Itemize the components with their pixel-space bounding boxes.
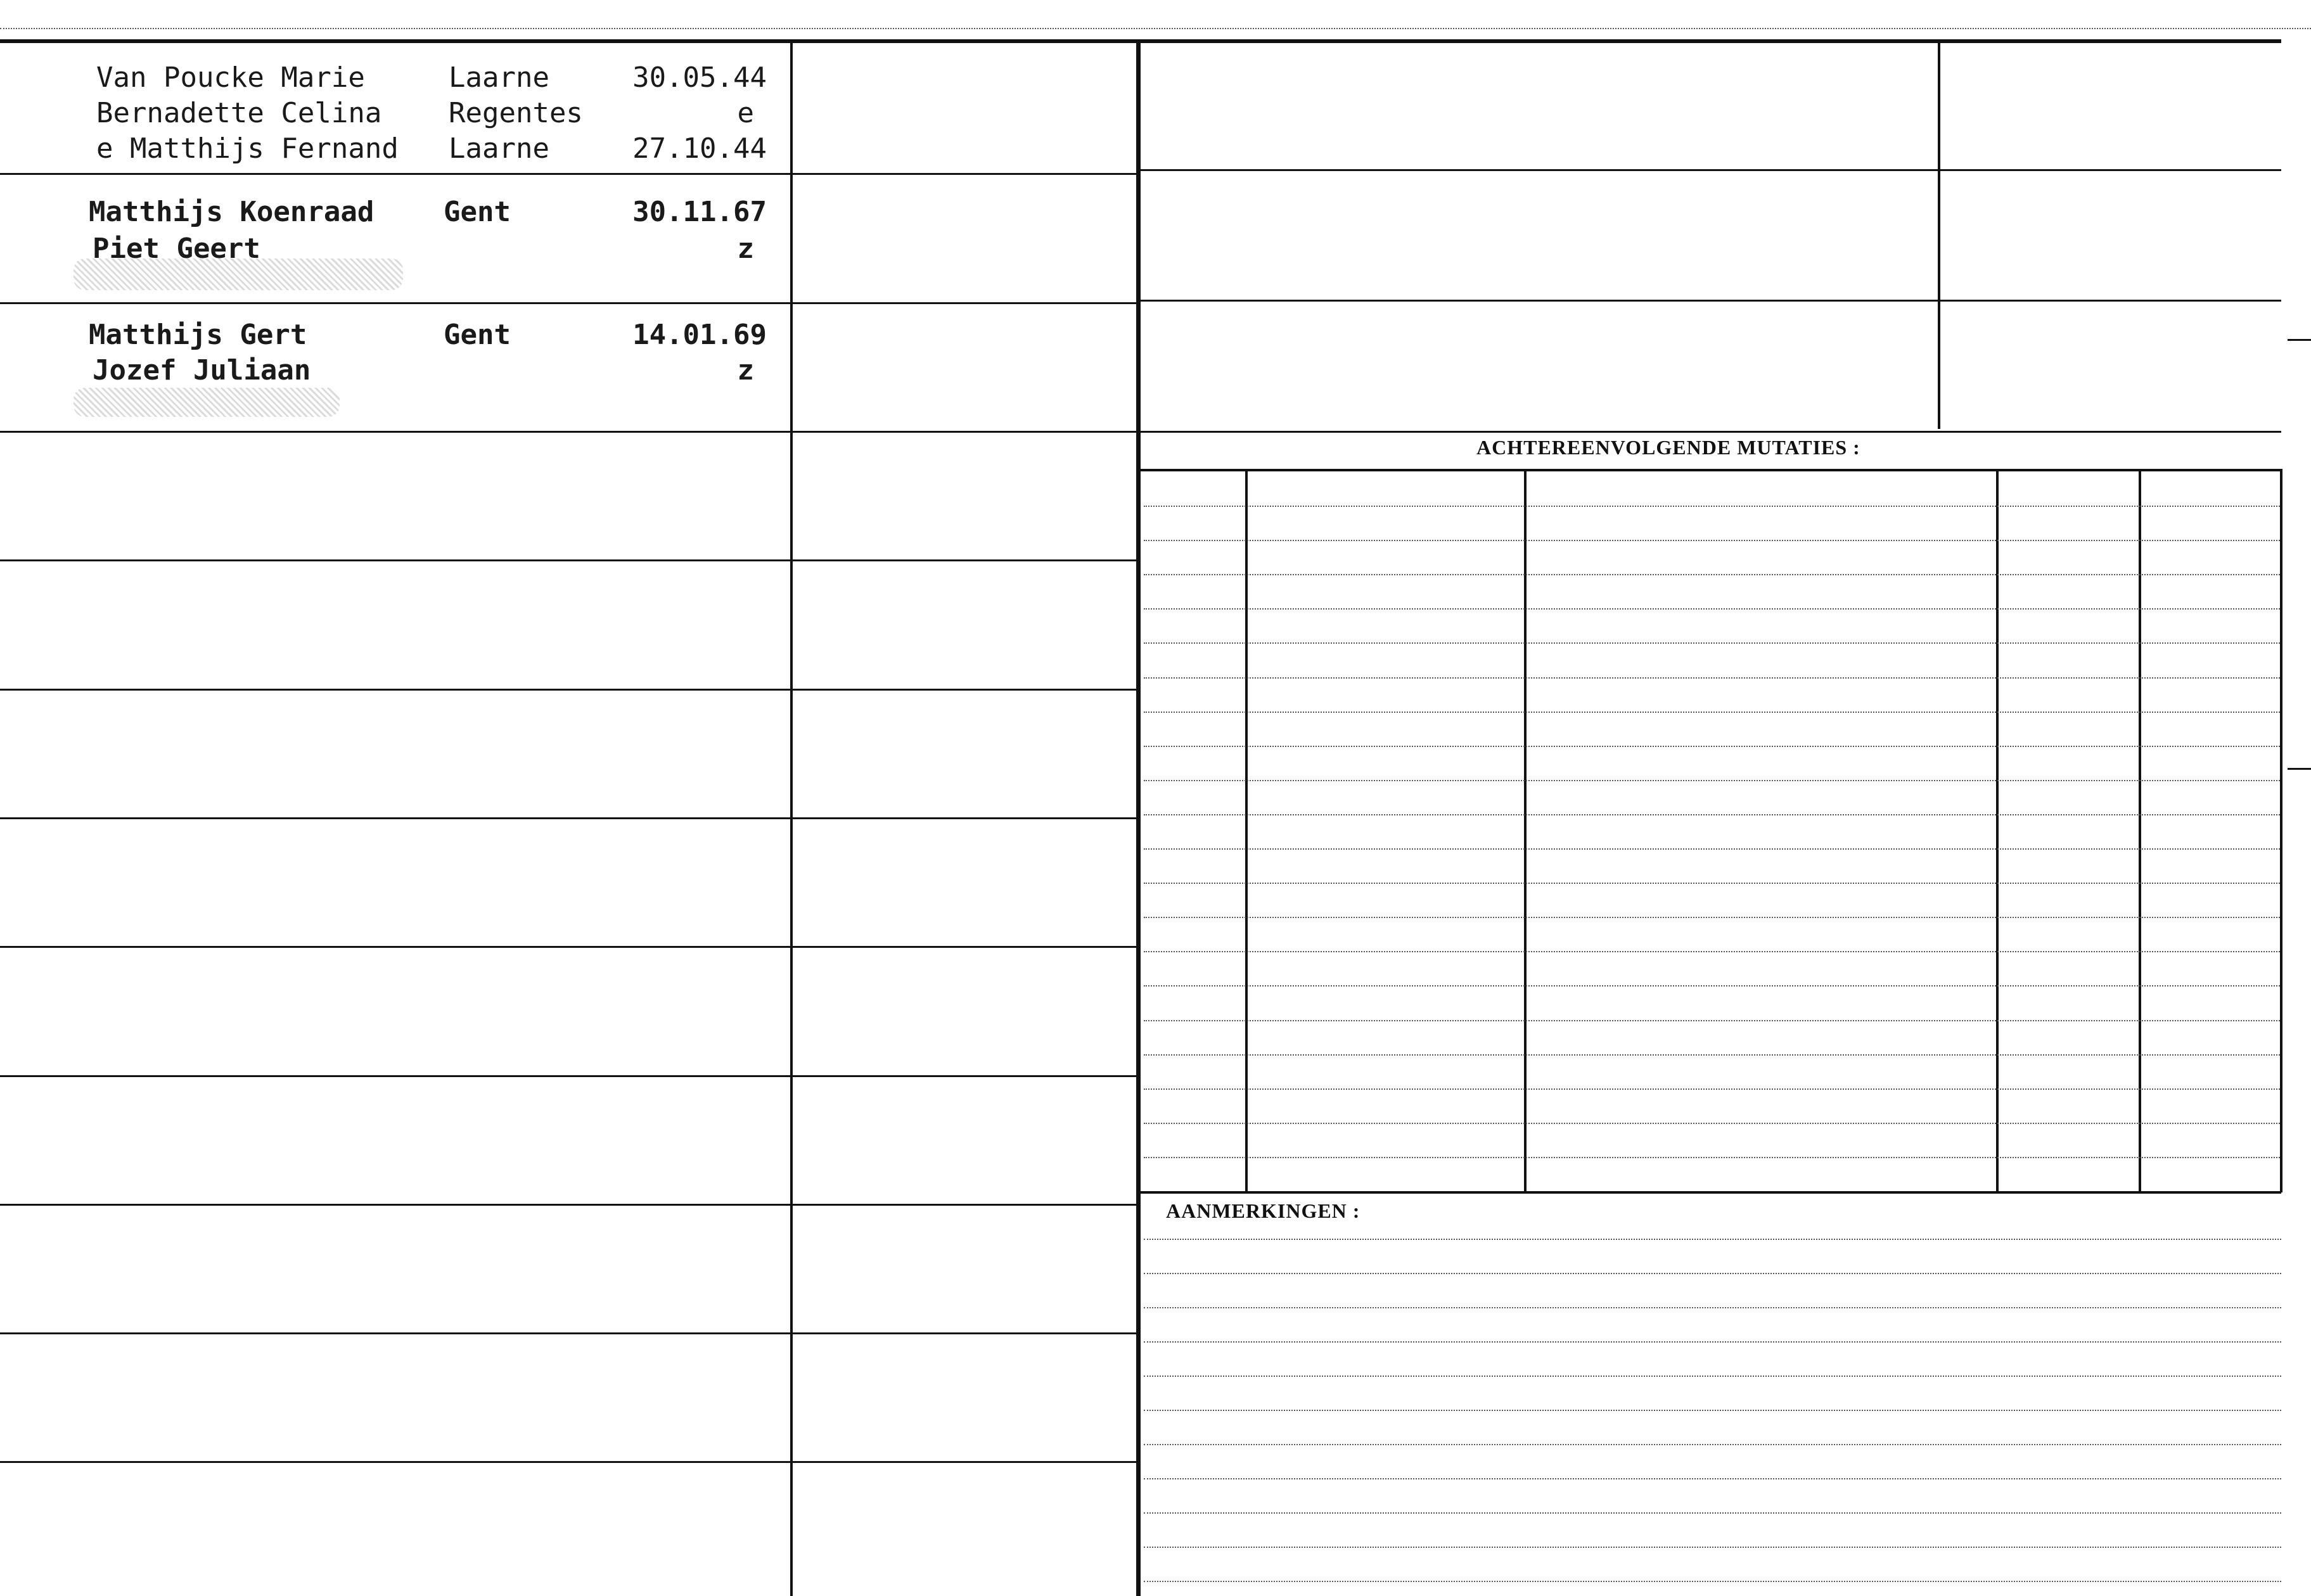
row-line-3 [0, 431, 2281, 433]
entry-1-date-1: 30.05.44 [632, 61, 767, 94]
entry-2-name-2: Piet Geert [93, 233, 260, 265]
entry-1-date-3: 27.10.44 [632, 132, 767, 165]
entry-2-date-2: z [737, 233, 754, 265]
entry-3-date-2: z [737, 354, 754, 386]
remarks-rule-line [1144, 1547, 2281, 1548]
row-line-4 [0, 559, 1137, 561]
entry-3-name-2: Jozef Juliaan [93, 354, 311, 386]
right-upper-line-2 [1141, 300, 2281, 302]
mutations-rule-line [1144, 1020, 2280, 1021]
mutations-rule-line [1144, 506, 2280, 507]
mutations-rule-line [1144, 917, 2280, 918]
entry-1-date-2: e [737, 97, 754, 129]
mutations-col-2 [1524, 469, 1527, 1192]
mutations-rule-line [1144, 608, 2280, 610]
entry-1-name-2: Bernadette Celina [96, 97, 382, 129]
mutations-rule-line [1144, 951, 2280, 952]
mutations-rule-line [1144, 642, 2280, 644]
row-line-10 [0, 1332, 1137, 1334]
mutations-rule-line [1144, 574, 2280, 575]
mutations-header: ACHTEREENVOLGENDE MUTATIES : [1476, 436, 1860, 459]
entry-2-date-1: 30.11.67 [632, 196, 767, 228]
row-line-2 [0, 302, 1137, 304]
remarks-rule-line [1144, 1410, 2281, 1411]
mutations-rule-line [1144, 883, 2280, 884]
margin-tick-1 [2288, 339, 2311, 341]
row-line-11 [0, 1461, 1137, 1463]
mutations-rule-line [1144, 814, 2280, 815]
row-line-9 [0, 1204, 1137, 1206]
mutations-col-1 [1245, 469, 1248, 1192]
top-dotted-edge [0, 28, 2311, 29]
mutations-col-5 [2280, 469, 2282, 1192]
entry-1-place-1: Laarne [449, 61, 549, 94]
entry-2-place-1: Gent [444, 196, 511, 228]
mutations-rule-line [1144, 1054, 2280, 1056]
entry-3-name-1: Matthijs Gert [89, 319, 307, 351]
remarks-rule-line [1144, 1307, 2281, 1308]
remarks-rule-line [1144, 1273, 2281, 1274]
entry-3-date-1: 14.01.69 [632, 319, 767, 351]
entry-1-name-1: Van Poucke Marie [96, 61, 365, 94]
remarks-rule-line [1144, 1512, 2281, 1514]
mutations-rule-line [1144, 1157, 2280, 1158]
mutations-rule-line [1144, 677, 2280, 679]
smudge-2 [74, 388, 340, 417]
remarks-rule-line [1144, 1478, 2281, 1479]
margin-tick-2 [2288, 768, 2311, 770]
row-line-1 [0, 173, 1137, 175]
mutations-rule-line [1144, 1088, 2280, 1090]
row-line-5 [0, 689, 1137, 691]
remarks-rule-line [1144, 1444, 2281, 1445]
right-upper-line-1 [1141, 169, 2281, 171]
remarks-header: AANMERKINGEN : [1166, 1199, 1360, 1222]
mutations-rule-line [1144, 712, 2280, 713]
entry-1-place-2: Regentes [449, 97, 583, 129]
mutations-rule-line [1144, 780, 2280, 781]
smudge-1 [74, 259, 403, 290]
mutations-bottom-line [1141, 1191, 2281, 1194]
divider-right-upper [1938, 39, 1940, 429]
mutations-col-4 [2139, 469, 2141, 1192]
entry-2-name-1: Matthijs Koenraad [89, 196, 374, 228]
entry-1-place-3: Laarne [449, 132, 549, 165]
entry-3-place-1: Gent [444, 319, 511, 351]
mutations-top-line [1141, 469, 2281, 471]
remarks-rule-line [1144, 1239, 2281, 1240]
entry-1-name-3: e Matthijs Fernand [96, 132, 399, 165]
mutations-rule-line [1144, 746, 2280, 747]
remarks-rule-line [1144, 1341, 2281, 1343]
mutations-rule-line [1144, 985, 2280, 986]
remarks-rule-line [1144, 1581, 2281, 1582]
mutations-col-3 [1996, 469, 1999, 1192]
mutations-rule-line [1144, 848, 2280, 850]
mutations-rule-line [1144, 1123, 2280, 1124]
row-line-7 [0, 946, 1137, 948]
remarks-rule-line [1144, 1376, 2281, 1377]
row-line-8 [0, 1075, 1137, 1077]
mutations-rule-line [1144, 540, 2280, 541]
row-line-6 [0, 817, 1137, 819]
